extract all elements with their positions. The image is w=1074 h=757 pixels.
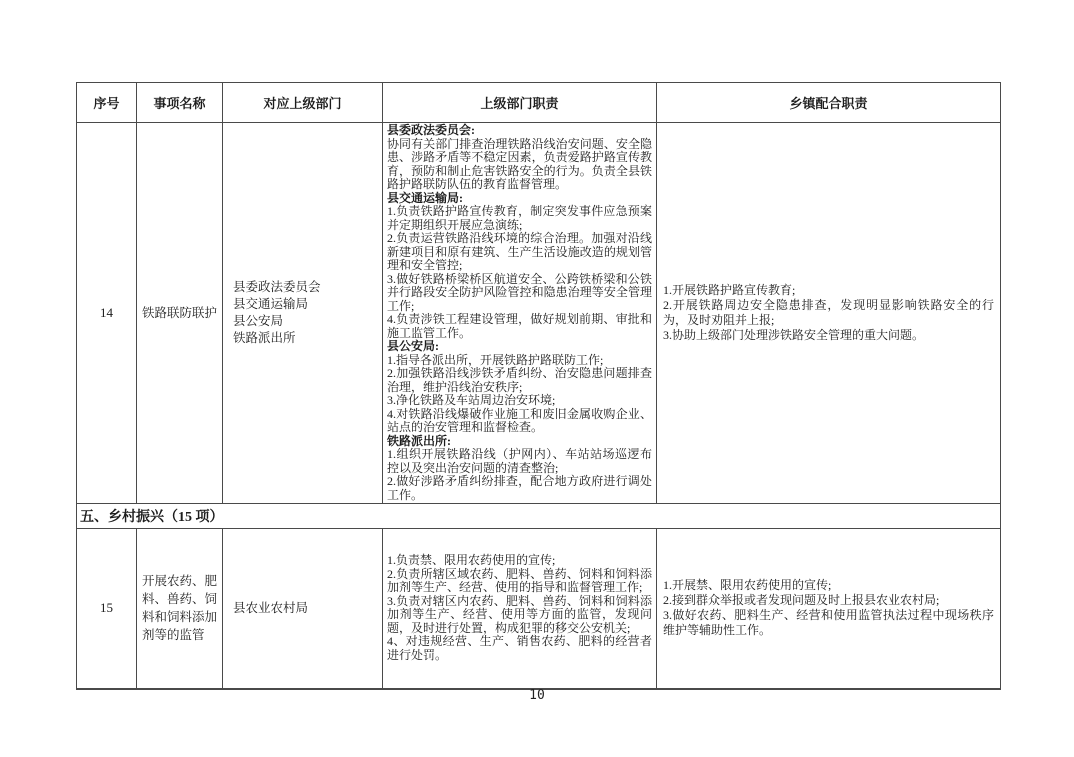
text-line: 2.接到群众举报或者发现问题及时上报县农业农村局; [663, 593, 940, 608]
text-line: 4.负责涉铁工程建设管理，做好规划前期、审批和施工监管工作。 [387, 312, 652, 340]
col-header-item-name: 事项名称 [137, 83, 223, 123]
text-line: 3.协助上级部门处理涉铁路安全管理的重大问题。 [663, 328, 925, 342]
text-line: 县农业农村局 [233, 600, 309, 615]
text-line: 铁路派出所: [387, 433, 451, 448]
page-number: 10 [529, 688, 545, 703]
text-line: 2.负责运营铁路沿线环境的综合治理。加强对沿线新建项目和原有建筑、生产生活设施改造的规划管理和安全管控; [387, 231, 652, 272]
row-14-township-duties [657, 123, 1001, 504]
section-header: 五、乡村振兴（15 项） [77, 504, 1001, 529]
row-14-superior-duties [383, 123, 657, 504]
row-14-seq: 14 [77, 123, 137, 504]
text-line: 2.开展铁路周边安全隐患排查，发现明显影响铁路安全的行为，及时劝阻并上报; [663, 298, 994, 327]
text-line: 县委政法委员会 [233, 280, 321, 294]
text-line: 1.负责禁、限用农药使用的宣传; [387, 553, 556, 568]
row-14-departments [223, 123, 383, 504]
text-line: 1.组织开展铁路沿线（护网内）、车站站场巡逻布控以及突出治安问题的清查整治; [387, 447, 652, 475]
text-line: 县交通运输局 [233, 297, 309, 311]
row-14-item-name: 铁路联防联护 [137, 123, 223, 504]
text-line: 县公安局 [233, 314, 284, 328]
text-line: 县交通运输局: [387, 190, 463, 205]
text-line: 2.做好涉路矛盾纠纷排查，配合地方政府进行调处工作。 [387, 474, 652, 502]
row-15-item-name: 开展农药、肥料、兽药、饲料和饲料添加剂等的监管 [137, 529, 223, 689]
text-line: 县委政法委员会: [387, 123, 475, 137]
col-header-seq: 序号 [77, 83, 137, 123]
text-line: 1.开展铁路护路宣传教育; [663, 283, 796, 297]
table-header-row [77, 83, 1001, 123]
text-line: 铁路派出所 [233, 331, 296, 345]
text-line: 1.开展禁、限用农药使用的宣传; [663, 578, 832, 593]
text-line: 2.加强铁路沿线涉铁矛盾纠纷、治安隐患问题排查治理，维护沿线治安秩序; [387, 366, 652, 394]
col-header-superior-duties: 上级部门职责 [383, 83, 657, 123]
col-header-departments: 对应上级部门 [223, 83, 383, 123]
text-line: 协同有关部门排查治理铁路沿线治安问题、安全隐患、涉路矛盾等不稳定因素，负责爱路护路宣传教育，预防和制止危害铁路安全的行为。负责全县铁路护路联防队伍的教育监督管理。 [387, 136, 652, 191]
row-15-township-duties [657, 529, 1001, 689]
text-line: 1.负责铁路护路宣传教育，制定突发事件应急预案并定期组织开展应急演练; [387, 204, 652, 232]
row-15-seq: 15 [77, 529, 137, 689]
table-row [77, 123, 1001, 504]
text-line: 4、对违规经营、生产、销售农药、肥料的经营者进行处罚。 [387, 634, 652, 662]
text-line: 4.对铁路沿线爆破作业施工和废旧金属收购企业、站点的治安管理和监督检查。 [387, 406, 652, 434]
col-header-township-duties: 乡镇配合职责 [657, 83, 1001, 123]
section-header-row [77, 504, 1001, 529]
text-line: 县公安局: [387, 339, 439, 353]
text-line: 3.负责对辖区内农药、肥料、兽药、饲料和饲料添加剂等生产、经营、使用等方面的监管，发现问题，及时进行处置，构成犯罪的移交公安机关; [387, 593, 652, 635]
text-line: 3.做好农药、肥料生产、经营和使用监管执法过程中现场秩序维护等辅助性工作。 [663, 608, 994, 638]
text-line: 2.负责所辖区域农药、肥料、兽药、饲料和饲料添加剂等生产、经营、使用的指导和监督管理工作; [387, 566, 652, 595]
row-15-departments [223, 529, 383, 689]
table-row [77, 529, 1001, 689]
row-15-superior-duties [383, 529, 657, 689]
text-line: 3.净化铁路及车站周边治安环境; [387, 393, 556, 407]
text-line: 3.做好铁路桥梁桥区航道安全、公跨铁桥梁和公铁并行路段安全防护风险管控和隐患治理等安全管理工作; [387, 271, 652, 313]
responsibility-table [76, 82, 1001, 690]
text-line: 1.指导各派出所，开展铁路护路联防工作; [387, 352, 604, 367]
